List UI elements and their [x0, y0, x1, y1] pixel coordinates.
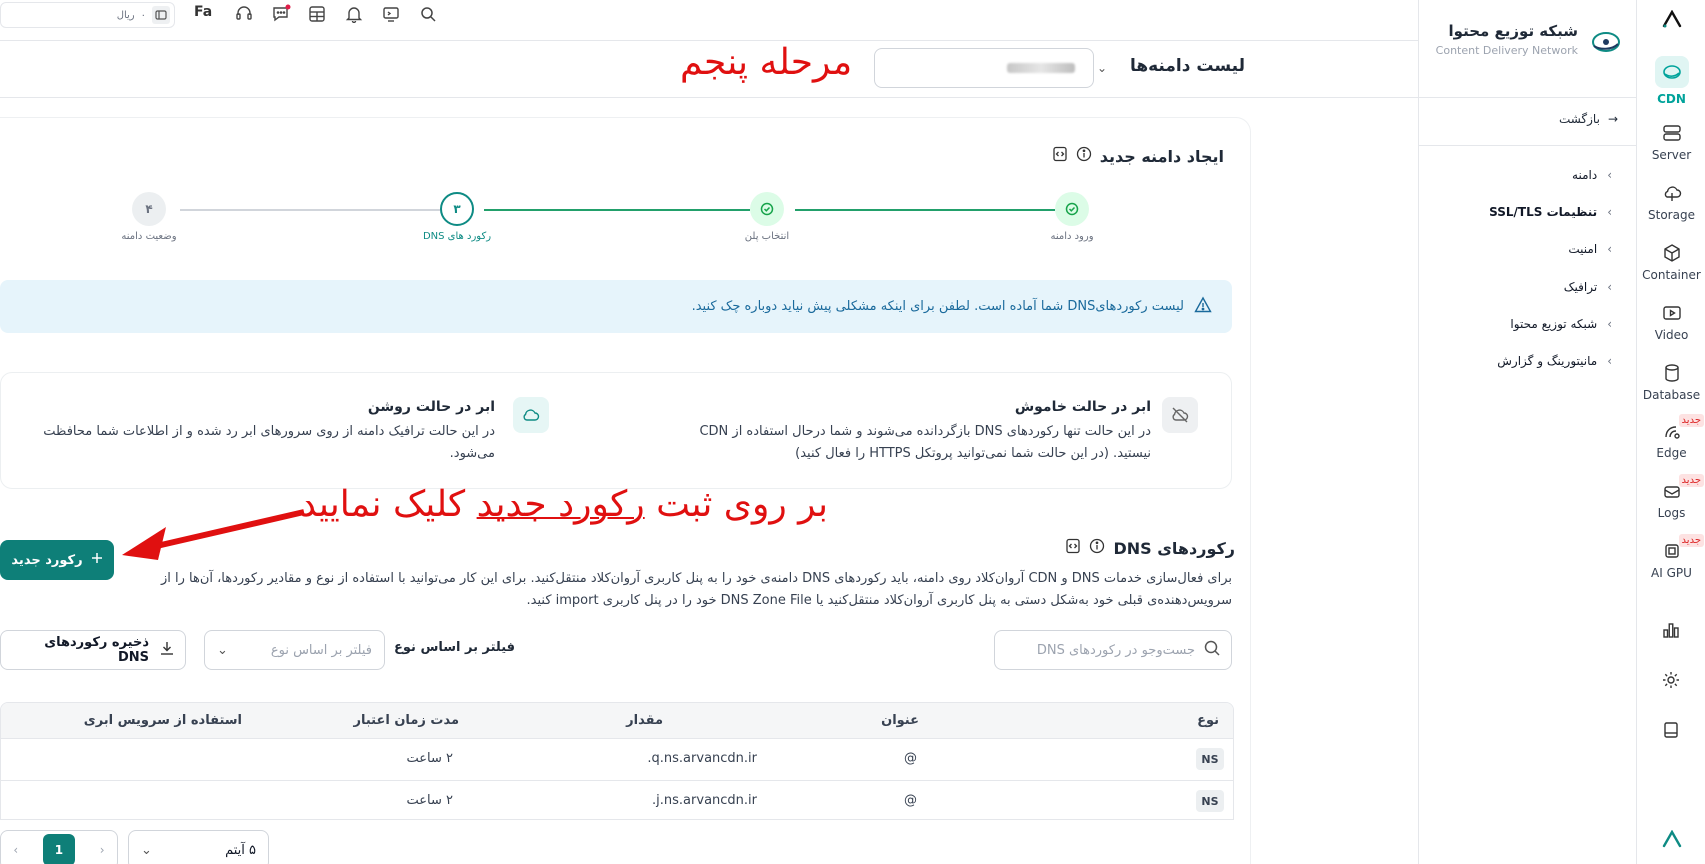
type-filter-select[interactable]: فیلتر بر اساس نوع ⌄	[204, 630, 385, 670]
domain-select[interactable]	[874, 48, 1108, 88]
support-icon[interactable]	[233, 4, 255, 24]
check-icon	[750, 192, 784, 226]
arrow-right-icon: →	[1607, 112, 1618, 126]
dns-search-input[interactable]: جست‌وجو در رکوردهای DNS	[994, 630, 1232, 670]
cloud-modes-panel	[0, 372, 1232, 489]
video-icon	[1661, 302, 1683, 324]
rail-item-edge[interactable]: جدید Edge	[1637, 420, 1705, 460]
record-name: @	[904, 793, 917, 808]
rail-item-logs[interactable]: جدید Logs	[1637, 480, 1705, 520]
rail-item-database[interactable]: Database	[1637, 362, 1705, 402]
domain-list-title: لیست دامنه‌ها	[1129, 56, 1245, 76]
cloud-off-icon	[1162, 397, 1198, 433]
brand-subtitle: Content Delivery Network	[1435, 44, 1578, 57]
page-button[interactable]: 1	[43, 834, 75, 864]
docs-book-icon[interactable]	[1661, 720, 1681, 744]
rail-item-cdn[interactable]: CDN	[1637, 56, 1705, 106]
alert-text: لیست رکوردهایDNS شما آماده است. لطفن برای اینکه مشکلی پیش نیاید دوباره چک کنید.	[691, 299, 1184, 314]
step-label: انتخاب پلن	[744, 231, 790, 242]
step-domain-entry	[1055, 192, 1089, 226]
items-per-page-select[interactable]: ۵ آیتم ⌄	[128, 830, 269, 864]
page-title: ایجاد دامنه جدید	[1052, 146, 1224, 166]
dns-description: برای فعال‌سازی خدمات DNS و CDN آروان‌کلاد روی دامنه، باید رکوردهای DNS دامنه‌ی خود را به پنل کاربری آروان‌کلاد منتقل‌کنید. برای این کار می‌توانید با استفاده از نوع و مقادیر رکوردها، آن‌ها را از سرویس‌دهنده‌ی قبلی خود به‌شکل دستی به پنل کاربری آروان‌کلاد منتقل‌کنید یا DNS Zone File خود را در پنل کاربری import کنید.	[160, 571, 1232, 608]
cloud-on-mode[interactable]: ابر در حالت روشن در این حالت ترافیک دامنه از روی سرورهای ابر رد شده و از اطلاعات شما محافظت می‌شود.	[43, 399, 495, 461]
rail-item-video[interactable]: Video	[1637, 302, 1705, 342]
chevron-icon: ›	[1607, 354, 1612, 368]
warning-icon	[1194, 296, 1212, 318]
plus-icon	[91, 552, 103, 568]
download-icon	[159, 640, 175, 660]
check-icon	[1055, 192, 1089, 226]
balance-value: ۰	[140, 9, 146, 21]
product-sidebar	[1418, 0, 1636, 864]
column-header: عنوان	[881, 713, 919, 728]
step-plan	[750, 192, 784, 226]
chevron-icon: ›	[1607, 317, 1612, 331]
column-header: استفاده از سرویس ابری	[83, 713, 242, 728]
sidebar-item-cdn[interactable]: › شبکه توزیع محتوا	[1510, 317, 1612, 331]
new-badge: جدید	[1679, 474, 1704, 487]
arvan-small-logo-icon	[1661, 830, 1683, 852]
wallet-icon	[152, 6, 170, 24]
save-dns-records-button[interactable]: ذخیره رکوردهای DNS	[0, 630, 186, 670]
product-rail	[1636, 0, 1705, 864]
messages-icon[interactable]	[270, 4, 292, 24]
dns-ready-alert	[0, 280, 1232, 333]
pagination	[0, 830, 118, 864]
record-ttl: ۲ ساعت	[406, 751, 453, 766]
record-type-badge: NS	[1196, 748, 1224, 770]
chevron-left-icon[interactable]: ‹	[13, 843, 19, 857]
storage-icon	[1661, 182, 1683, 204]
chevron-icon: ›	[1607, 205, 1612, 219]
search-icon[interactable]	[417, 4, 439, 24]
language-switch[interactable]: Fa	[194, 4, 213, 20]
rail-item-storage[interactable]: Storage	[1637, 182, 1705, 222]
cdn-icon	[1655, 56, 1689, 88]
column-header: نوع	[1197, 713, 1219, 728]
code-icon[interactable]	[1065, 538, 1081, 558]
wallet-balance[interactable]	[0, 2, 175, 28]
new-badge: جدید	[1679, 534, 1704, 547]
new-record-button[interactable]: رکورد جدید	[0, 540, 114, 580]
record-value: j.ns.arvancdn.ir.	[652, 793, 757, 808]
rail-item-container[interactable]: Container	[1637, 242, 1705, 282]
analytics-icon[interactable]	[1661, 620, 1681, 644]
dns-records-title: رکوردهای DNS	[1065, 538, 1235, 558]
code-icon[interactable]	[1052, 146, 1068, 166]
table-header	[1, 703, 1233, 739]
instruction-annotation: بر روی ثبت رکورد جدید کلیک نمایید	[300, 484, 829, 525]
column-header: مدت زمان اعتبار	[353, 713, 459, 728]
chevron-down-icon: ⌄	[141, 842, 152, 858]
currency-label: ریال	[116, 9, 135, 21]
record-name: @	[904, 751, 917, 766]
cloud-off-mode[interactable]: ابر در حالت خاموش در این حالت تنها رکوردهای DNS بازگردانده می‌شوند و شما درحال استفاده از CDN نیستید. (در این حالت شما نمی‌توانید پروتکل HTTPS را فعال کنید)	[699, 399, 1151, 461]
record-value: q.ns.arvancdn.ir.	[647, 751, 757, 766]
step-dns-records: ۳	[440, 192, 474, 226]
chevron-icon: ›	[1607, 242, 1612, 256]
chevron-icon: ›	[1607, 280, 1612, 294]
step-domain-status: ۴	[132, 192, 166, 226]
blurred-domain-name	[1007, 63, 1075, 73]
step-label: رکورد های DNS	[422, 231, 492, 242]
arvan-logo-icon[interactable]	[1661, 10, 1683, 32]
dashboard-grid-icon[interactable]	[306, 4, 328, 24]
column-header: مقدار	[626, 713, 663, 728]
rail-item-server[interactable]: Server	[1637, 122, 1705, 162]
sidebar-item-traffic[interactable]: › ترافیک	[1563, 280, 1612, 294]
database-icon	[1661, 362, 1683, 384]
stage-annotation: مرحله پنجم	[680, 42, 853, 83]
cloud-on-icon	[513, 397, 549, 433]
sidebar-item-ssl[interactable]: › تنظیمات SSL/TLS	[1489, 205, 1612, 219]
new-badge: جدید	[1679, 414, 1704, 427]
dns-records-table	[0, 702, 1234, 820]
chevron-down-icon: ⌄	[217, 642, 228, 658]
record-ttl: ۲ ساعت	[406, 793, 453, 808]
info-icon[interactable]	[1076, 146, 1092, 166]
sidebar-item-domain[interactable]: › دامنه	[1572, 168, 1612, 182]
step-label: وضعیت دامنه	[121, 231, 177, 242]
sidebar-item-monitoring[interactable]: › مانیتورینگ و گزارش	[1497, 354, 1612, 368]
notification-bell-icon[interactable]	[343, 4, 365, 24]
table-row[interactable]	[1, 781, 1233, 820]
settings-gear-icon[interactable]	[1661, 670, 1681, 694]
table-row[interactable]	[1, 739, 1233, 781]
record-type-badge: NS	[1196, 790, 1224, 812]
info-icon[interactable]	[1089, 538, 1105, 558]
chevron-right-icon[interactable]: ›	[99, 843, 105, 857]
search-icon	[1203, 639, 1221, 661]
cdn-logo-icon	[1590, 28, 1622, 60]
rail-item-ai-gpu[interactable]: جدید AI GPU	[1637, 540, 1705, 580]
server-icon	[1661, 122, 1683, 144]
chevron-icon: ›	[1607, 168, 1612, 182]
container-icon	[1661, 242, 1683, 264]
brand-title: شبکه توزیع محتوا	[1448, 22, 1578, 40]
step-label: ورود دامنه	[1050, 231, 1094, 242]
terminal-icon[interactable]	[380, 4, 402, 24]
chevron-down-icon: ⌄	[1097, 61, 1108, 75]
back-link[interactable]: → بازگشت	[1558, 112, 1618, 126]
sidebar-item-security[interactable]: › امنیت	[1568, 242, 1612, 256]
filter-label: فیلتر بر اساس نوع	[394, 640, 516, 655]
annotation-arrow-icon	[118, 508, 308, 564]
